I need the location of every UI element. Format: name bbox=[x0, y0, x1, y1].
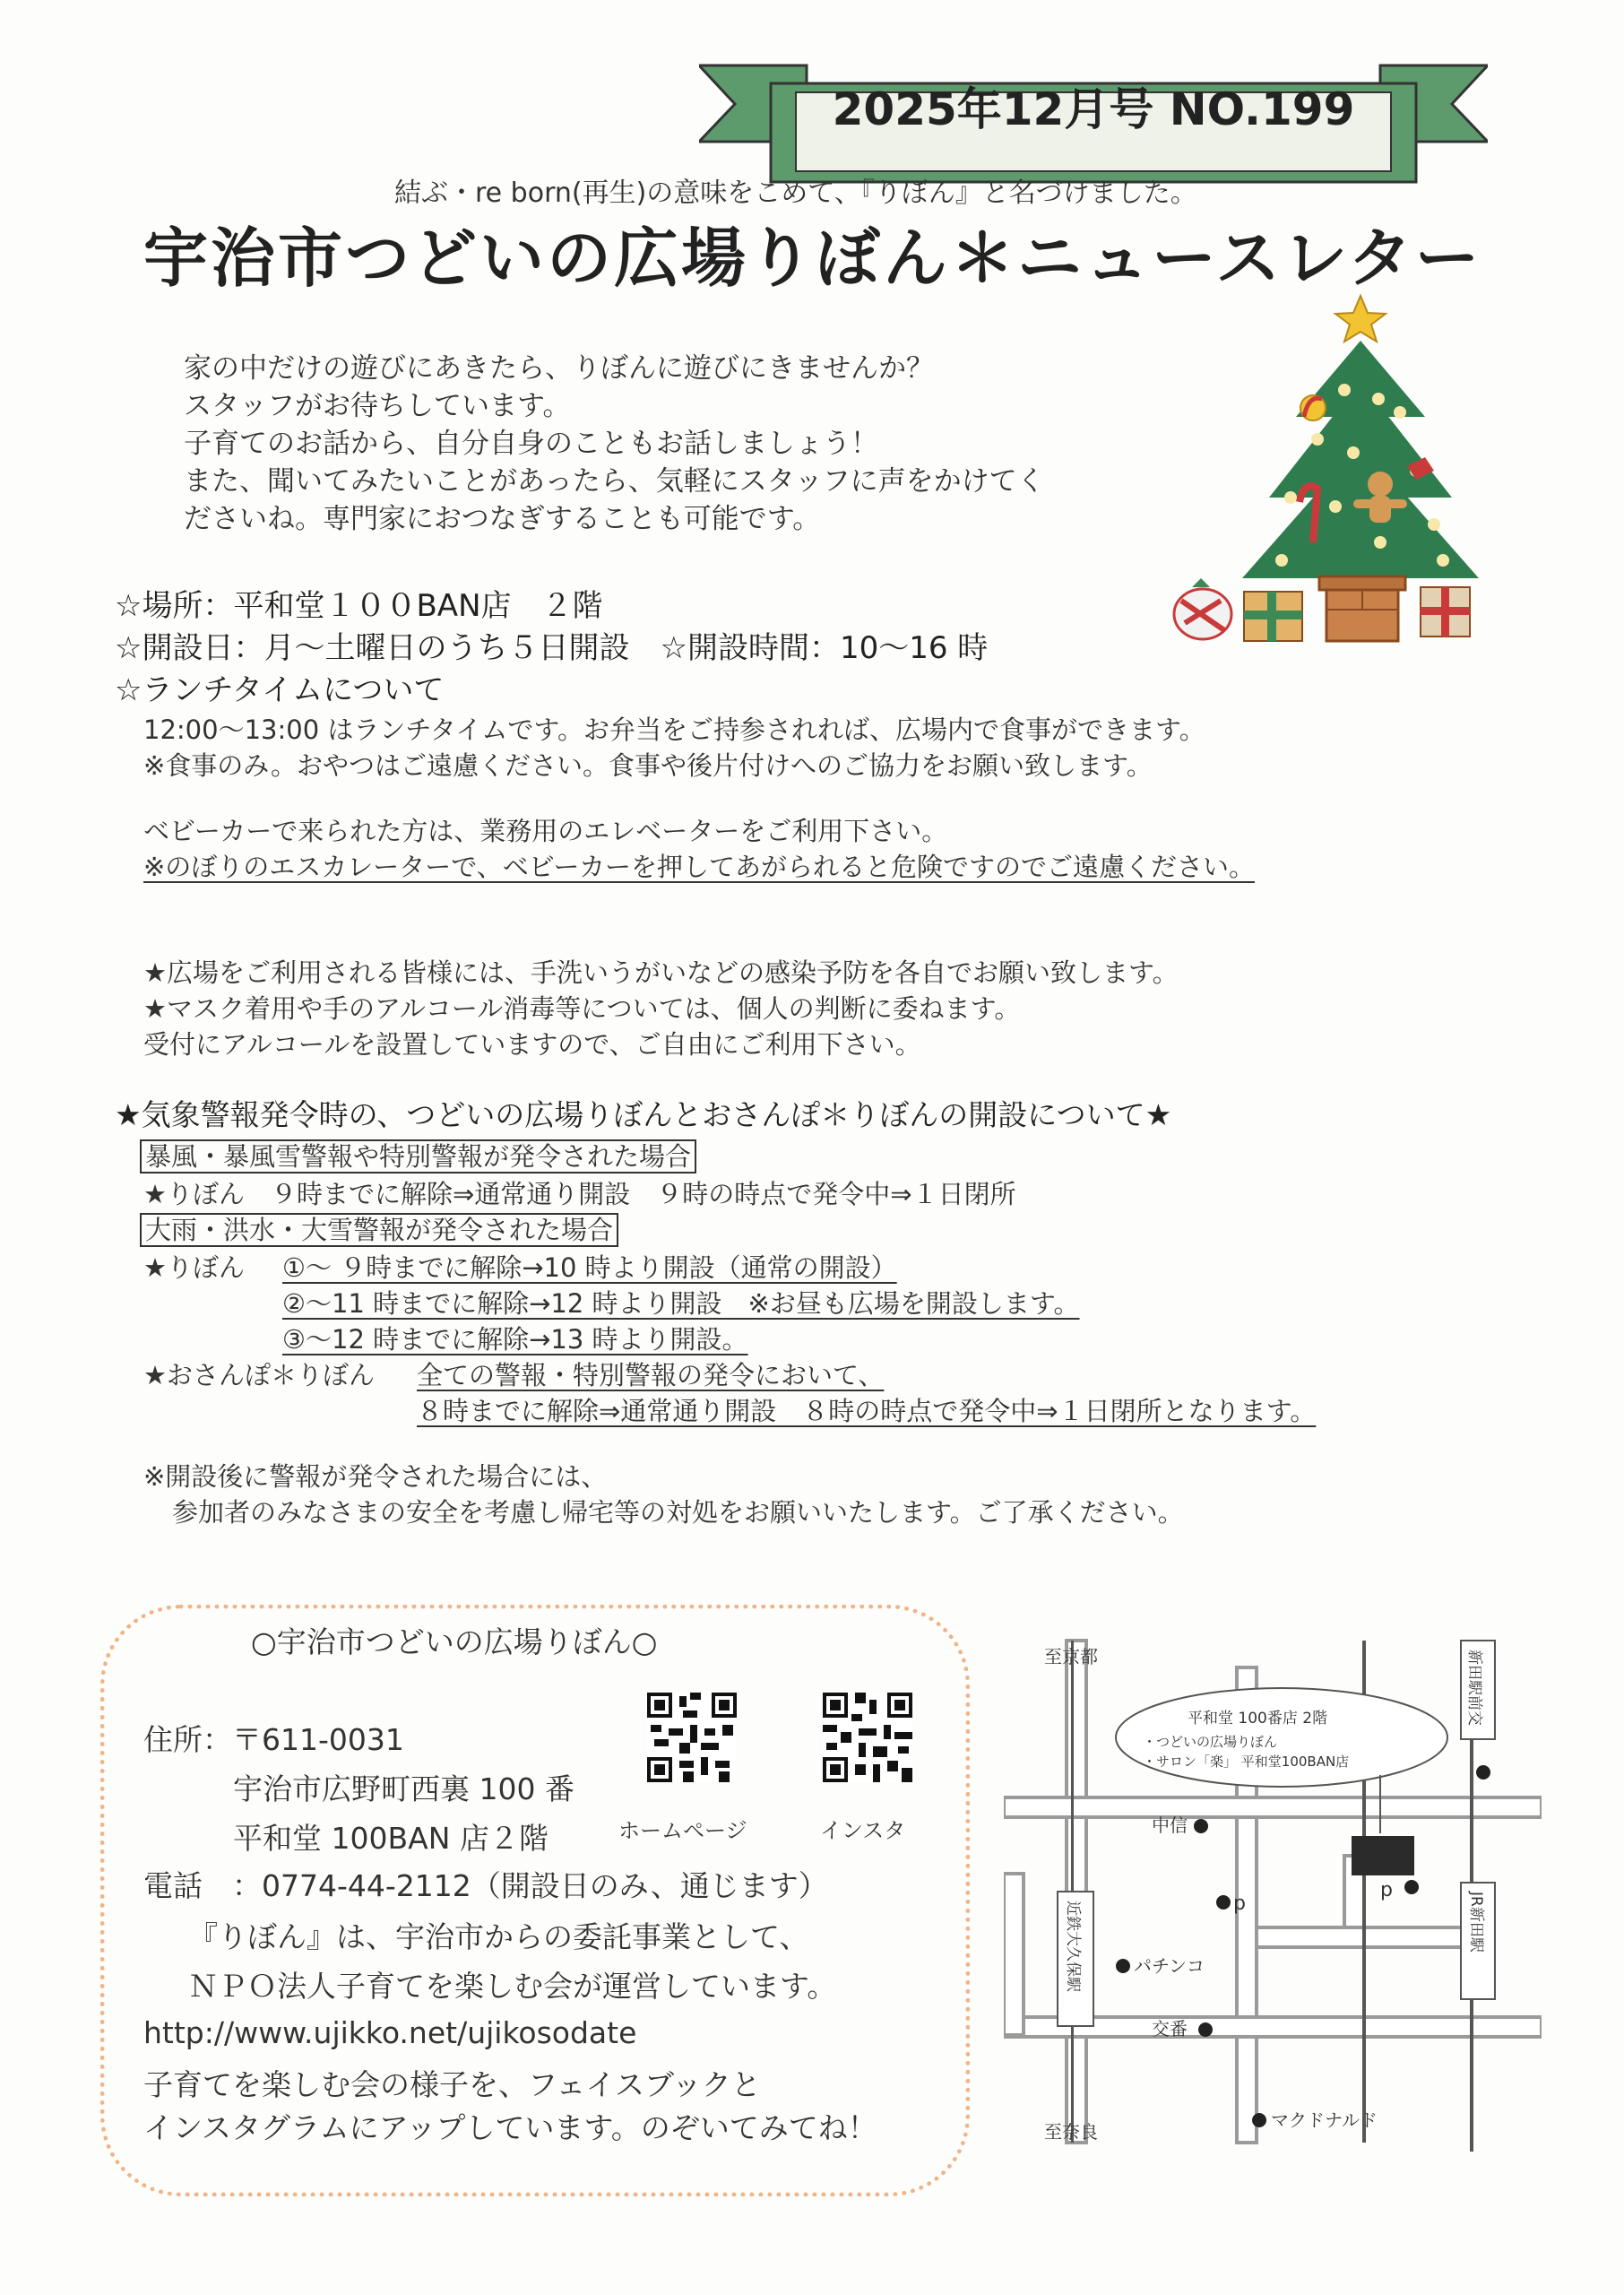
map-to-kyoto: 至京都 bbox=[1044, 1646, 1098, 1667]
case2-label: 大雨・洪水・大雪警報が発令された場合 bbox=[140, 1213, 618, 1247]
sns-line: 子育てを楽しむ会の様子を、フェイスブックと bbox=[143, 2067, 761, 2102]
map-koban: 交番 bbox=[1152, 2018, 1188, 2040]
map-chushin: 中信 bbox=[1152, 1814, 1188, 1836]
intro-paragraph bbox=[184, 350, 1179, 538]
case1-label: 暴風・暴風雪警報や特別警報が発令された場合 bbox=[140, 1139, 696, 1173]
osanpo-rule-2: ８時までに解除⇒通常通り開設 ８時の時点で発令中⇒１日閉所となります。 bbox=[417, 1396, 1317, 1426]
intro-line: 家の中だけの遊びにあきたら、りぼんに遊びにきませんか？ bbox=[184, 352, 934, 385]
qr-instagram-label: インスタ bbox=[820, 1818, 906, 1843]
address-street: 宇治市広野町西裏 100 番 bbox=[233, 1771, 574, 1806]
sns-line: インスタグラムにアップしています。のぞいてみてね！ bbox=[143, 2110, 877, 2145]
newsletter-subtitle: 結ぶ・re born(再生)の意味をこめて、『りぼん』と名づけました。 bbox=[394, 178, 1197, 209]
intro-line: 子育てのお話から、自分自身のこともお話しましょう！ bbox=[184, 428, 878, 460]
post-opening-note-2: 参加者のみなさまの安全を考慮し帰宅等の対処をお願いいたします。ご了承ください。 bbox=[172, 1497, 1184, 1528]
lunch-heading: ☆ランチタイムについて bbox=[115, 672, 445, 708]
osanpo-prefix: ★おさんぽ＊りぼん bbox=[143, 1360, 375, 1390]
qr-homepage-label: ホームページ bbox=[618, 1818, 747, 1843]
map-to-nara: 至奈良 bbox=[1044, 2121, 1098, 2143]
address-building: 平和堂 100BAN 店２階 bbox=[233, 1821, 549, 1856]
map-parking-2: p bbox=[1380, 1879, 1393, 1901]
opening-days-line: ☆開設日：月～土曜日のうち５日開設 ☆開設時間：10～16 時 bbox=[115, 630, 989, 666]
map-callout-1: 平和堂 100番店 2階 bbox=[1188, 1710, 1328, 1728]
phone-line: 電話 ：0774-44-2112（開設日のみ、通じます） bbox=[143, 1868, 828, 1903]
map-shinden-koban: 新田駅前交 bbox=[1465, 1650, 1483, 1726]
stroller-warning: ※のぼりのエスカレーターで、ベビーカーを押してあがられると危険ですのでご遠慮ください。 bbox=[143, 852, 1255, 882]
notice-line: 受付にアルコールを設置していますので、ご自由にご利用下さい。 bbox=[143, 1029, 921, 1060]
map-mcdonalds: マクドナルド bbox=[1271, 2109, 1378, 2131]
address-postcode: 住所：〒611-0031 bbox=[143, 1722, 404, 1757]
osanpo-rule-1: 全ての警報・特別警報の発令において、 bbox=[417, 1360, 885, 1390]
case2-rule-3: ③～12 時までに解除→13 時より開設。 bbox=[282, 1324, 748, 1355]
case1-rule: ★りぼん ９時までに解除⇒通常通り開設 ９時の時点で発令中⇒１日閉所 bbox=[143, 1179, 1016, 1209]
map-callout-3: ・サロン「楽」 平和堂100BAN店 bbox=[1143, 1754, 1350, 1770]
about-line: ＮＰＯ法人子育てを楽しむ会が運営しています。 bbox=[188, 1969, 837, 2004]
map-pachinko: パチンコ bbox=[1134, 1955, 1205, 1977]
intro-line: また、聞いてみたいことがあったら、気軽にスタッフに声をかけてく bbox=[184, 465, 1045, 498]
case2-rule-2: ②～11 時までに解除→12 時より開設 ※お昼も広場を開設します。 bbox=[282, 1288, 1080, 1319]
notice-line: ★マスク着用や手のアルコール消毒等については、個人の判断に委ねます。 bbox=[143, 993, 1021, 1024]
about-line: 『りぼん』は、宇治市からの委託事業として、 bbox=[188, 1919, 809, 1954]
access-map bbox=[1004, 1632, 1542, 2161]
contact-heading: ○宇治市つどいの広場りぼん○ bbox=[251, 1624, 658, 1659]
newsletter-title: 宇治市つどいの広場りぼん＊ニュースレター bbox=[143, 221, 1482, 296]
map-parking-1: p bbox=[1233, 1892, 1246, 1915]
notice-line: ★広場をご利用される皆様には、手洗いうがいなどの感染予防を各自でお願い致します。 bbox=[143, 957, 1179, 988]
issue-number: 2025年12月号 NO.199 bbox=[832, 83, 1355, 135]
lunch-text: 12:00～13:00 はランチタイムです。お弁当をご持参されれば、広場内で食事ができます。 bbox=[143, 714, 1205, 745]
case2-prefix: ★りぼん bbox=[143, 1252, 245, 1283]
map-kintetsu-station: 近鉄大久保駅 bbox=[1064, 1901, 1082, 1992]
christmas-tree-illustration bbox=[1165, 291, 1497, 654]
intro-line: ださいね。専門家におつなぎすることも可能です。 bbox=[184, 503, 821, 535]
lunch-note: ※食事のみ。おやつはご遠慮ください。食事や後片付けへのご協力をお願い致します。 bbox=[143, 750, 1153, 781]
map-callout-2: ・つどいの広場りぼん bbox=[1143, 1734, 1278, 1750]
map-jr-station: JR新田駅 bbox=[1467, 1892, 1485, 1953]
qr-code-instagram[interactable] bbox=[823, 1693, 912, 1782]
qr-code-homepage[interactable] bbox=[647, 1693, 737, 1782]
post-opening-note: ※開設後に警報が発令された場合には、 bbox=[143, 1461, 608, 1492]
stroller-text: ベビーカーで来られた方は、業務用のエレベーターをご利用下さい。 bbox=[143, 816, 948, 846]
location-line: ☆場所：平和堂１００BAN店 ２階 bbox=[115, 588, 603, 624]
intro-line: スタッフがお待ちしています。 bbox=[184, 390, 571, 422]
website-link[interactable]: http://www.ujikko.net/ujikosodate bbox=[143, 2015, 637, 2050]
case2-rule-1: ①～ ９時までに解除→10 時より開設（通常の開設） bbox=[282, 1252, 897, 1283]
weather-heading: ★気象警報発令時の、つどいの広場りぼんとおさんぽ＊りぼんの開設について★ bbox=[115, 1097, 1172, 1132]
